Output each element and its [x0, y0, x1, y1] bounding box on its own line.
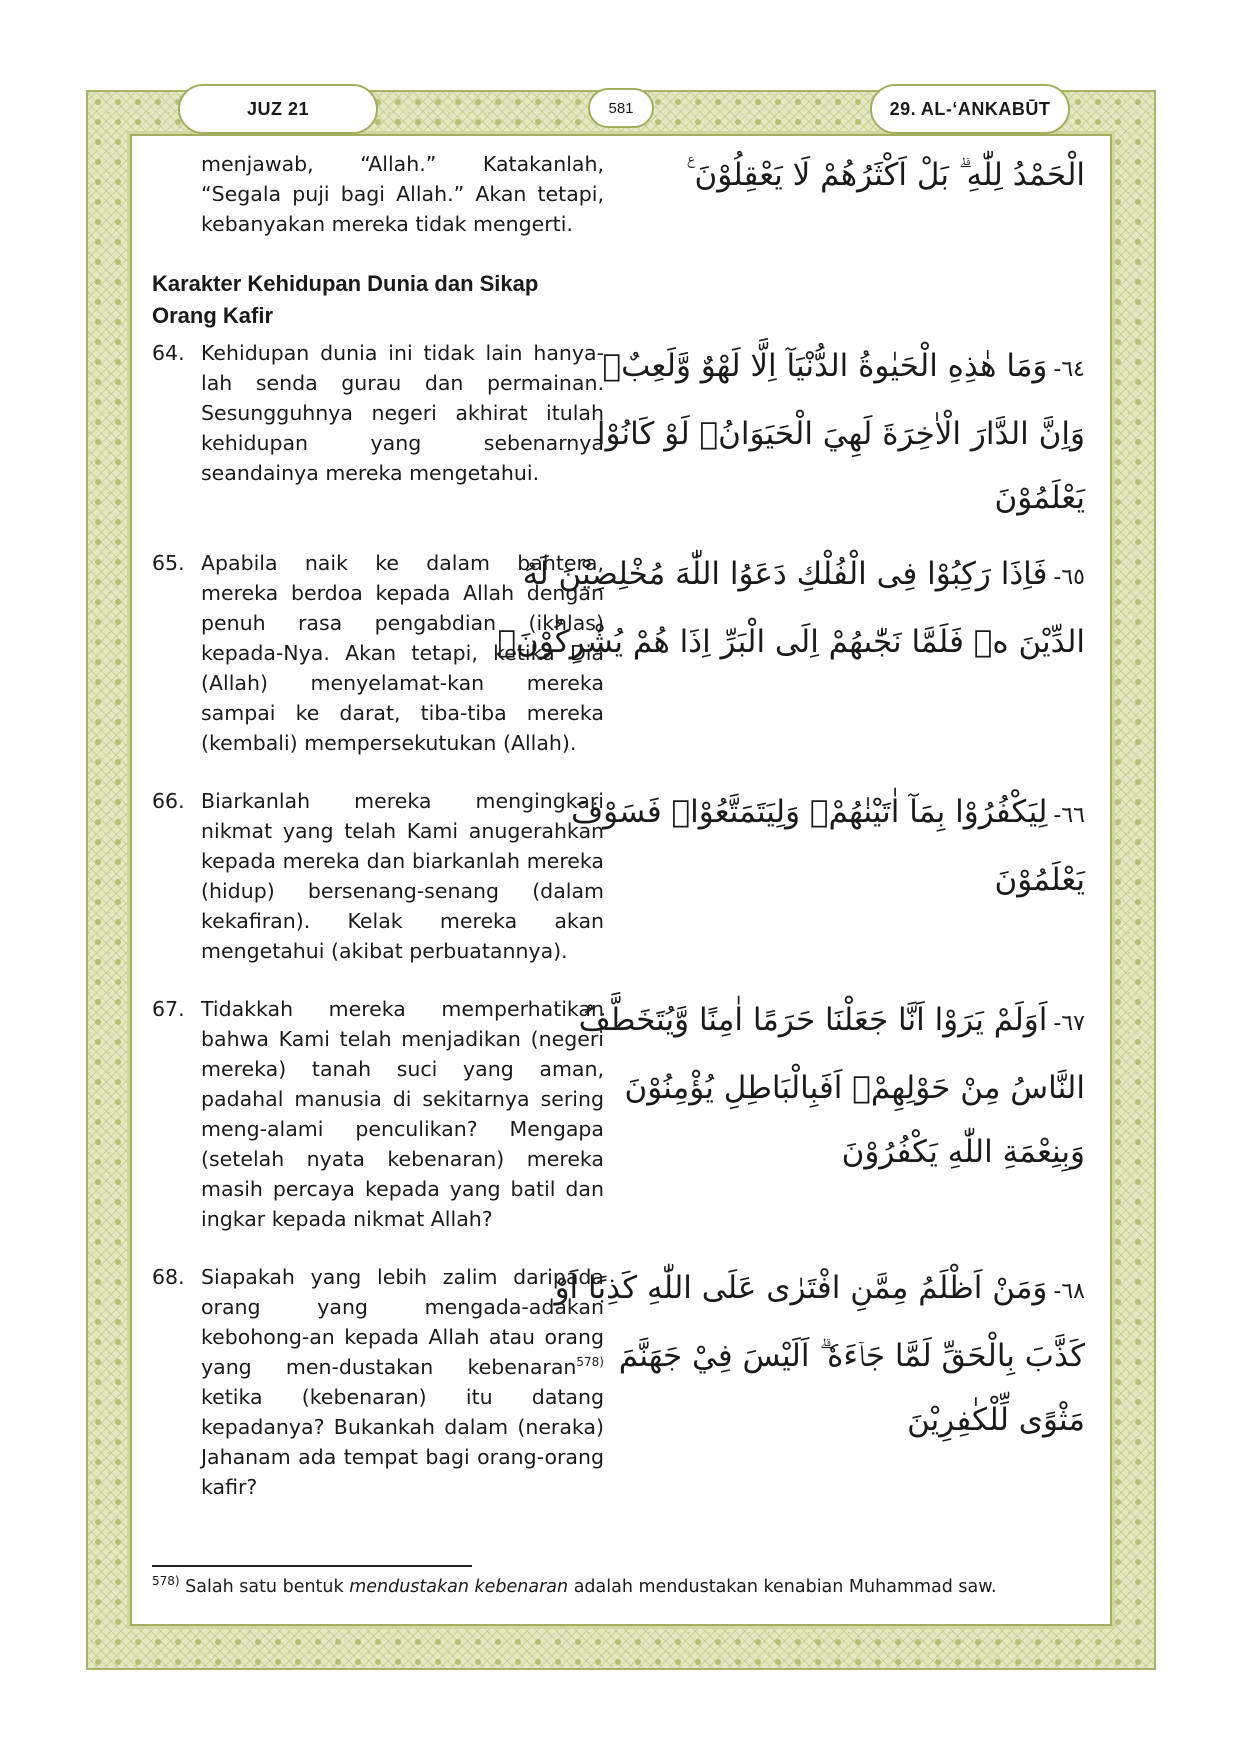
arabic-line: يَعْلَمُوْنَ	[994, 480, 1085, 516]
verse-66-translation	[152, 786, 604, 966]
arabic-line: الْحَمْدُ لِلّٰهِ ۗ بَلْ اَكْثَرُهُمْ لَا يَعْقِلُوْنَ ࣖ	[686, 157, 1085, 193]
verse-number: 65.	[152, 551, 185, 575]
continuation-text: menjawab, “Allah.” Katakanlah, “Segala puji bagi Allah.” Akan tetapi, kebanyakan mereka tidak mengerti.	[201, 152, 604, 236]
arabic-line: يَعْلَمُوْنَ	[994, 862, 1085, 898]
arabic-verse-number: ٦٨-	[1053, 1279, 1085, 1304]
verse-67-arabic	[578, 988, 1085, 1184]
verse-text: Tidakkah mereka memperhatikan bahwa Kami telah menjadikan (negeri mereka) tanah suci yang aman, padahal manusia di sekitarnya sering meng-alami penculikan? Mengapa (setelah nyata kebenaran) mereka masih percaya kepada yang batil dan ingkar kepada nikmat Allah?	[201, 997, 604, 1231]
arabic-line: كَذَّبَ بِالْحَقِّ لَمَّا جَاۤءَهٗ ۗ اَلَيْسَ فِيْ جَهَنَّمَ	[618, 1338, 1085, 1374]
arabic-verse-number: ٦٧-	[1053, 1011, 1085, 1036]
page-number: 581	[588, 88, 654, 128]
verse-66-arabic	[571, 780, 1085, 912]
footnote-text: Salah satu bentuk	[179, 1577, 350, 1597]
footnote-marker: 578)	[152, 1574, 180, 1589]
footnote	[152, 1574, 1092, 1600]
verse-number: 68.	[152, 1265, 185, 1289]
section-heading: Karakter Kehidupan Dunia dan Sikap Orang Kafir	[152, 271, 539, 328]
arabic-line: لِيَكْفُرُوْا بِمَآ اٰتَيْنٰهُمْۙ وَلِيَتَمَتَّعُوْاۗ فَسَوْفَ	[571, 794, 1048, 830]
arabic-line: النَّاسُ مِنْ حَوْلِهِمْۗ اَفَبِالْبَاطِلِ يُؤْمِنُوْنَ	[624, 1070, 1085, 1106]
verse-67-translation	[152, 994, 604, 1234]
verse-text-part: Siapakah yang lebih zalim daripada orang yang mengada-adakan kebohong-an kepada Allah atau orang yang men-dustakan kebenaran	[201, 1265, 604, 1379]
footnote-divider	[152, 1565, 472, 1567]
verse-text	[201, 1262, 604, 1502]
surah-label: 29. AL-‘ANKABŪT	[870, 84, 1070, 134]
verse-64-arabic	[596, 334, 1085, 530]
verse-text: Apabila naik ke dalam bahtera, mereka berdoa kepada Allah dengan penuh rasa pengabdian (ikhlas) kepada-Nya. Akan tetapi, ketika Dia (Allah) menyelamat-kan mereka sampai ke darat, tiba-tiba mereka (kembali) mempersekutukan (Allah).	[201, 551, 604, 755]
verse-64-translation	[152, 338, 604, 488]
arabic-line: مَثْوًى لِّلْكٰفِرِيْنَ	[907, 1402, 1085, 1438]
verse-65-arabic	[497, 542, 1085, 674]
arabic-line: اَوَلَمْ يَرَوْا اَنَّا جَعَلْنَا حَرَمًا اٰمِنًا وَّيُتَخَطَّفُ	[578, 1002, 1048, 1038]
arabic-line: وَاِنَّ الدَّارَ الْاٰخِرَةَ لَهِيَ الْحَيَوَانُۘ لَوْ كَانُوْا	[596, 416, 1085, 452]
continuation-translation	[152, 149, 604, 239]
verse-number: 67.	[152, 997, 185, 1021]
footnote-text: adalah mendustakan kenabian Muhammad saw.	[568, 1577, 997, 1597]
arabic-line: فَاِذَا رَكِبُوْا فِى الْفُلْكِ دَعَوُا اللّٰهَ مُخْلِصِيْنَ لَهُ	[522, 556, 1048, 592]
verse-text: Kehidupan dunia ini tidak lain hanya-lah senda gurau dan permainan. Sesungguhnya negeri akhirat itulah kehidupan yang sebenarnya seandainya mereka mengetahui.	[201, 341, 604, 485]
footnote-emphasis: mendustakan kebenaran	[349, 1577, 569, 1597]
verse-68-translation	[152, 1262, 604, 1502]
continuation-arabic	[630, 143, 1085, 207]
arabic-line: وَمَا هٰذِهِ الْحَيٰوةُ الدُّنْيَآ اِلَّا لَهْوٌ وَّلَعِبٌۗ	[602, 348, 1048, 384]
juz-label: JUZ 21	[178, 84, 378, 134]
arabic-line: وَبِنِعْمَةِ اللّٰهِ يَكْفُرُوْنَ	[841, 1134, 1085, 1170]
arabic-line: الدِّيْنَ ەۚ فَلَمَّا نَجّٰىهُمْ اِلَى الْبَرِّ اِذَا هُمْ يُشْرِكُوْنَۙ	[497, 624, 1085, 660]
arabic-verse-number: ٦٦-	[1053, 803, 1085, 828]
verse-text-part: ketika (kebenaran) itu datang kepadanya? Bukankah dalam (neraka) Jahanam ada tempat bagi orang-orang kafir?	[201, 1385, 604, 1499]
arabic-line: وَمَنْ اَظْلَمُ مِمَّنِ افْتَرٰى عَلَى اللّٰهِ كَذِبًا اَوْ	[554, 1270, 1048, 1306]
arabic-verse-number: ٦٤-	[1053, 357, 1085, 382]
verse-number: 64.	[152, 341, 185, 365]
verse-text: Biarkanlah mereka mengingkari nikmat yang telah Kami anugerahkan kepada mereka dan biarkanlah mereka (hidup) bersenang-senang (dalam kekafiran). Kelak mereka akan mengetahui (akibat perbuatannya).	[201, 789, 604, 963]
verse-number: 66.	[152, 789, 185, 813]
footnote-ref[interactable]: 578)	[576, 1355, 604, 1370]
arabic-verse-number: ٦٥-	[1053, 565, 1085, 590]
